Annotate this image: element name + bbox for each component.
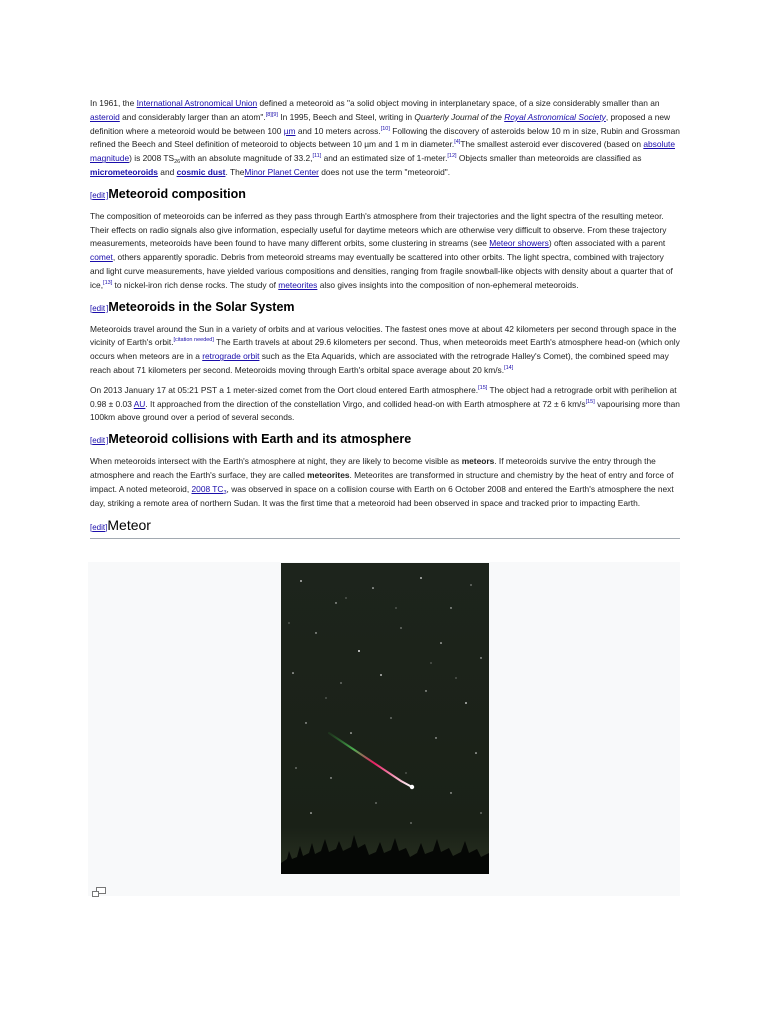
text: ) often associated with a parent <box>548 238 666 249</box>
heading-text: Meteoroids in the Solar System <box>108 299 295 314</box>
heading-text: Meteor <box>107 517 151 534</box>
text: When meteoroids intersect with the Earth's atmosphere at night, they are likely to become visible as <box>90 456 462 467</box>
reference-link[interactable]: [4] <box>454 139 461 146</box>
text: The Earth travels at about 29.6 kilometers per second. Thus, when meteoroids meet Earth's atmosphere head-on (which only occurs when meteors are in a <box>90 337 680 362</box>
link-comet[interactable]: comet <box>90 252 113 263</box>
reference-link[interactable]: [15] <box>585 398 595 405</box>
text: . If meteoroids survive the entry through the atmosphere and reach the Earth's surface, they are called <box>90 456 656 480</box>
reference-8-9[interactable] <box>266 112 278 118</box>
reference-15-b[interactable] <box>586 399 595 405</box>
subscript[interactable]: 3 <box>223 489 227 496</box>
meteor-photo[interactable] <box>281 563 489 874</box>
text: . Meteorites are transformed in structure and chemistry by the heat of entry and force of impact. A noted meteoroid, <box>90 469 674 494</box>
text: Meteoroids travel around the Sun in a variety of orbits and at various velocities. The fastest ones move at about 42 kilometers per second through space in the vicinity of Earth's orbit. <box>90 323 677 348</box>
text: , was observed in space on a collision course with Earth on 6 October 2008 and entered the Earth's atmosphere the next day, striking a remote area of northern Sudan. It was the first time that a meteoroid had been observed in space and tracked prior to impacting Earth. <box>90 483 674 508</box>
link-iau[interactable]: International Astronomical Union <box>136 98 258 108</box>
text: . The <box>225 166 245 177</box>
paragraph-composition <box>90 210 680 293</box>
heading-text: Meteoroid collisions with Earth and its atmosphere <box>108 432 412 447</box>
text: In 1995, Beech and Steel, writing in <box>277 111 415 122</box>
meteor-head <box>410 785 414 789</box>
link-micrometre[interactable]: µm <box>283 125 296 136</box>
link-micrometeoroids[interactable]: micrometeoroids <box>90 166 158 177</box>
text: and considerably larger than an atom". <box>119 111 266 122</box>
edit-link-collisions[interactable]: edit <box>92 436 106 446</box>
article-body <box>90 97 680 539</box>
paragraph-2013-comet <box>90 384 680 425</box>
bold-meteorites: meteorites <box>307 469 350 480</box>
edit-link-solar-system[interactable]: edit <box>92 303 106 313</box>
subscript: 26 <box>174 159 181 166</box>
heading-meteor: [edit]Meteor <box>90 516 680 539</box>
text: , proposed a new definition where a meteoroid would be between 100 <box>90 111 671 136</box>
link-minor-planet-center[interactable]: Minor Planet Center <box>244 166 319 177</box>
reference-link[interactable]: [11] <box>312 153 322 160</box>
text: ) is 2008 TS <box>129 153 175 164</box>
link-text[interactable]: 2008 TC <box>191 483 224 494</box>
reference-14[interactable] <box>504 365 513 371</box>
text: and <box>157 166 177 177</box>
link-2008-tc3[interactable] <box>192 484 227 494</box>
reference-12[interactable] <box>447 153 456 159</box>
text: Following the discovery of asteroids below 10 m in size, Rubin and Grossman refined the Beech and Steel definition of meteoroid to objects between 10 µm and 1 m in diameter. <box>90 125 680 150</box>
paragraph-definition <box>90 97 680 180</box>
link-meteor-showers[interactable]: Meteor showers <box>489 238 549 249</box>
reference-link[interactable]: [10] <box>380 125 390 132</box>
link-absolute-magnitude[interactable]: absolute magnitude <box>90 139 675 164</box>
link-asteroid[interactable]: asteroid <box>90 111 120 122</box>
heading-meteoroid-collisions: [edit]Meteoroid collisions with Earth and its atmosphere <box>90 432 412 447</box>
reference-13[interactable] <box>103 280 112 286</box>
text: On 2013 January 17 at 05:21 PST a 1 meter-sized comet from the Oort cloud entered Earth atmosphere. <box>90 384 479 395</box>
citation-needed[interactable] <box>174 337 214 343</box>
link-royal-astronomical-society[interactable]: Royal Astronomical Society <box>504 111 606 122</box>
link-au[interactable]: AU <box>133 398 146 409</box>
text: does not use the term "meteoroid". <box>318 166 451 177</box>
text: to nickel-iron rich dense rocks. The study of <box>112 279 279 290</box>
text: also gives insights into the composition of non-ephemeral meteoroids. <box>317 279 579 290</box>
meteor-photo-svg <box>281 563 489 874</box>
text: with an absolute magnitude of 33.2, <box>180 153 313 164</box>
text: defined a meteoroid as "a solid object moving in interplanetary space, of a size considerably smaller than an <box>257 98 660 108</box>
text: . It approached from the direction of the constellation Virgo, and collided head-on with Earth atmosphere at 72 ± 6 km/s <box>145 398 586 409</box>
reference-10[interactable] <box>381 126 390 132</box>
text: The smallest asteroid ever discovered (based on <box>460 139 644 150</box>
text: , others apparently sporadic. Debris from meteoroid streams may eventually be scattered into other orbits. The light spectra, combined with trajectory and light curve measurements, have yielded various compositions and densities, ranging from fragile snowball-like objects with density about a quarter that of ice, <box>90 252 673 290</box>
text: The composition of meteoroids can be inferred as they pass through Earth's atmosphere from their trajectories and the light spectra of the resulting meteor. Their effects on radio signals also give information, especially useful for daytime meteors which are otherwise very difficult to observe. From these trajectory measurements, meteoroids have been found to have many different orbits, some clustering in streams (see <box>90 210 667 249</box>
reference-link[interactable]: [13] <box>103 279 113 286</box>
link-meteorites[interactable]: meteorites <box>278 279 318 290</box>
text: and 10 meters across. <box>295 125 381 136</box>
paragraph-collisions <box>90 455 680 510</box>
text: In 1961, the <box>90 98 137 108</box>
link-cosmic-dust[interactable]: cosmic dust <box>176 166 226 177</box>
reference-11[interactable] <box>312 153 321 159</box>
enlarge-icon[interactable] <box>92 884 106 902</box>
edit-link-composition[interactable]: edit <box>92 190 106 200</box>
reference-15[interactable] <box>478 385 487 391</box>
heading-text: Meteoroid composition <box>108 186 246 201</box>
reference-link[interactable]: [14] <box>504 364 514 371</box>
bold-meteors: meteors <box>461 456 495 467</box>
text: The object had a retrograde orbit with perihelion at 0.98 ± 0.03 <box>90 384 677 409</box>
heading-meteoroid-composition: [edit]Meteoroid composition <box>90 186 246 201</box>
sky-background <box>281 563 489 874</box>
link-retrograde-orbit[interactable]: retrograde orbit <box>202 351 260 362</box>
journal-title: Quarterly Journal of the <box>414 111 505 122</box>
reference-link[interactable]: [citation needed] <box>173 337 214 344</box>
edit-link-meteor[interactable]: edit <box>92 523 106 533</box>
reference-link[interactable]: [15] <box>478 384 488 391</box>
text: Objects smaller than meteoroids are classified as <box>456 153 642 164</box>
paragraph-solar-system <box>90 323 680 378</box>
reference-link[interactable]: [8][9] <box>265 111 278 118</box>
enlarge-icon-svg <box>92 887 106 897</box>
text: such as the Eta Aquarids, which are associated with the retrograde Halley's Comet), the combined speed may reach about 71 kilometers per second. Meteoroids moving through Earth's orbital space average about 20 km/s. <box>90 351 669 375</box>
reference-link[interactable]: [12] <box>447 153 457 160</box>
text: and an estimated size of 1-meter. <box>321 153 448 164</box>
text: vapourising more than 100km above ground over a period of several seconds. <box>90 398 680 423</box>
heading-meteoroids-solar-system: [edit]Meteoroids in the Solar System <box>90 299 295 314</box>
